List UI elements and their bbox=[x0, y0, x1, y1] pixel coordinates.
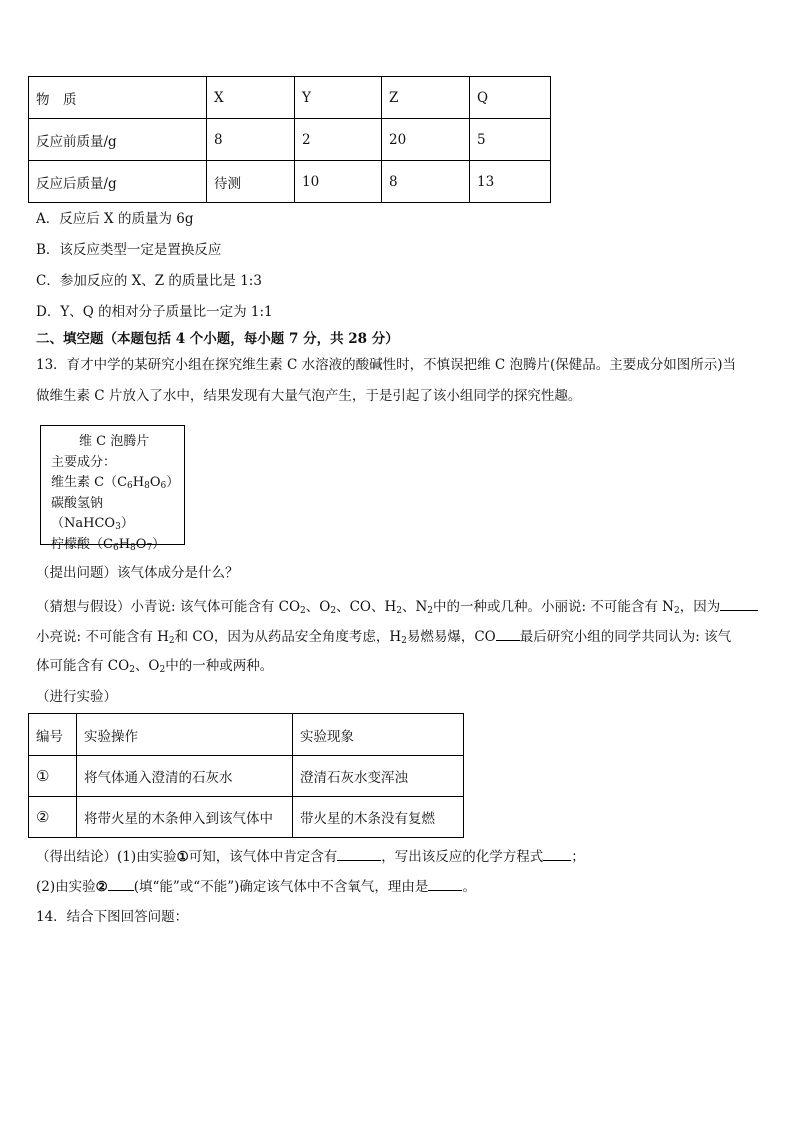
q13-intro-line1: 13．育才中学的某研究小组在探究维生素 C 水溶液的酸碱性时，不慎误把维 C 泡腾片(保健品。主要成分如图所示)当 bbox=[36, 357, 737, 373]
experiment-table-cell: 带火星的木条没有复燃 bbox=[293, 797, 464, 838]
mass-table-header-row bbox=[29, 77, 551, 119]
experiment-table-cell: 澄清石灰水变浑浊 bbox=[293, 756, 464, 797]
experiment-table-row bbox=[29, 797, 464, 838]
mass-table-cell: 8 bbox=[382, 161, 470, 203]
mass-table-cell: 待测 bbox=[207, 161, 295, 203]
answer-blank[interactable] bbox=[428, 876, 462, 891]
option-c: C．参加反应的 X、Z 的质量比是 1:3 bbox=[36, 273, 262, 289]
mass-table bbox=[28, 76, 551, 203]
label-box-title: 维 C 泡腾片 bbox=[79, 434, 150, 449]
experiment-table-cell: 将气体通入澄清的石灰水 bbox=[77, 756, 293, 797]
mass-table-cell: 反应后质量/g bbox=[29, 161, 207, 203]
mass-table-header-cell: X bbox=[207, 77, 295, 119]
vitamin-c-label-box bbox=[40, 425, 185, 553]
q13-guess-line2: 小亮说: 不可能含有 $H_2$和 CO，因为从药品安全角度考虑，$H_2$易燃易爆，CO 最后研究小组的同学共同认为: 该气 bbox=[36, 626, 731, 646]
experiment-table-cell: ② bbox=[29, 797, 77, 838]
option-b: B．该反应类型一定是置换反应 bbox=[36, 242, 222, 258]
answer-blank[interactable] bbox=[720, 596, 758, 611]
conclusion-1: （得出结论）(1)由实验①可知，该气体中肯定含有 ，写出该反应的化学方程式 ； bbox=[36, 846, 585, 866]
mass-table-row bbox=[29, 119, 551, 161]
mass-table-cell: 5 bbox=[470, 119, 551, 161]
section-heading: 二、填空题（本题包括 4 个小题，每小题 7 分，共 28 分） bbox=[36, 331, 399, 347]
experiment-table-header-cell: 编号 bbox=[29, 714, 77, 756]
experiment-table-cell: ① bbox=[29, 756, 77, 797]
experiment-table-cell: 将带火星的木条伸入到该气体中 bbox=[77, 797, 293, 838]
mass-table-header-cell: Y bbox=[295, 77, 382, 119]
experiment-table-row bbox=[29, 756, 464, 797]
q13-guess-line3: 体可能含有 $CO_2$、$O_2$中的一种或两种。 bbox=[36, 658, 274, 675]
label-box-vitamin-c: 维生素 $C(C_6H_8O_6)$ bbox=[51, 475, 180, 491]
mass-table-cell: 20 bbox=[382, 119, 470, 161]
answer-blank[interactable] bbox=[337, 846, 381, 861]
option-a: A．反应后 X 的质量为 6g bbox=[36, 211, 194, 227]
mass-table-row bbox=[29, 161, 551, 203]
answer-blank[interactable] bbox=[108, 876, 134, 891]
label-box-line: 主要成分： bbox=[51, 454, 117, 470]
q13-ask: （提出问题）该气体成分是什么？ bbox=[36, 565, 239, 581]
answer-blank[interactable] bbox=[543, 846, 571, 861]
option-d: D．Y、Q 的相对分子质量比一定为 1:1 bbox=[36, 304, 273, 320]
mass-table-header-cell: 物 质 bbox=[29, 77, 207, 119]
mass-table-cell: 反应前质量/g bbox=[29, 119, 207, 161]
label-box-nahco3: 碳酸氢钠（NaHCO$_3$） bbox=[51, 495, 134, 532]
conclusion-2: (2)由实验② (填“能”或“不能”)确定该气体中不含氧气，理由是 。 bbox=[36, 876, 476, 896]
experiment-heading: （进行实验） bbox=[36, 689, 117, 705]
experiment-table-header-cell: 实验现象 bbox=[293, 714, 464, 756]
q14-stem: 14．结合下图回答问题： bbox=[36, 909, 189, 925]
experiment-table bbox=[28, 713, 464, 838]
experiment-table-header-row bbox=[29, 714, 464, 756]
label-box-citric-acid: 柠檬酸$(C_6H_8O_7)$ bbox=[51, 536, 166, 553]
q13-intro-line2: 做维生素 C 片放入了水中，结果发现有大量气泡产生，于是引起了该小组同学的探究性趣。 bbox=[36, 388, 582, 404]
mass-table-cell: 2 bbox=[295, 119, 382, 161]
q13-guess-line1: （猜想与假设）小青说: 该气体可能含有 $CO_2$、$O_2$、CO、$H_2$、$N_2$中的一种或几种。小丽说: 不可能含有 $N_2$，因为 bbox=[36, 596, 758, 616]
mass-table-header-cell: Z bbox=[382, 77, 470, 119]
mass-table-cell: 13 bbox=[470, 161, 551, 203]
mass-table-header-cell: Q bbox=[470, 77, 551, 119]
experiment-table-header-cell: 实验操作 bbox=[77, 714, 293, 756]
mass-table-cell: 10 bbox=[295, 161, 382, 203]
answer-blank[interactable] bbox=[496, 626, 520, 641]
mass-table-cell: 8 bbox=[207, 119, 295, 161]
